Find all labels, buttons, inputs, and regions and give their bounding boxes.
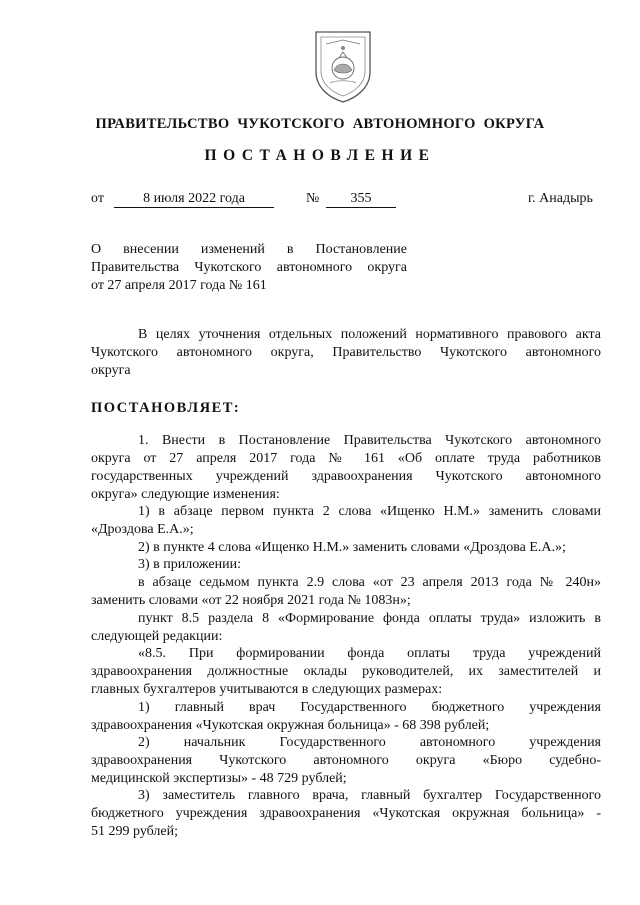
text-line: «8.5. При формировании фонда оплаты труда учреждений — [138, 646, 601, 661]
paragraph-8 — [91, 699, 601, 735]
text-line: здравоохранения «Чукотская окружная больница» - 68 398 рублей; — [91, 718, 490, 733]
text-line: «Дроздова Е.А.»; — [91, 522, 194, 537]
paragraph-2 — [91, 503, 601, 539]
text-line: 2) в пункте 4 слова «Ищенко Н.М.» заменить словами «Дроздова Е.А.»; — [138, 540, 566, 555]
coat-of-arms-icon — [312, 28, 374, 104]
text-line: государственных учреждений здравоохранения Чукотского автономного — [91, 469, 601, 484]
text-line: в абзаце седьмом пункта 2.9 слова «от 23 апреля 2013 года № 240н» — [138, 575, 601, 590]
text-line: заменить словами «от 22 ноября 2021 года № 1083н»; — [91, 593, 411, 608]
document-number: 355 — [326, 191, 396, 208]
text-line: пункт 8.5 раздела 8 «Формирование фонда оплаты труда» изложить в — [138, 611, 601, 626]
document-subject — [91, 241, 407, 295]
text-line: здравоохранения должностные оклады руководителей, их заместителей и — [91, 664, 601, 679]
text-line: 3) в приложении: — [138, 557, 241, 572]
text-line: 2) начальник Государственного автономного учреждения — [138, 735, 601, 750]
city: г. Анадырь — [528, 191, 593, 206]
paragraph-5 — [91, 574, 601, 610]
text-line: 1. Внести в Постановление Правительства Чукотского автономного — [138, 433, 601, 448]
text-line: здравоохранения Чукотского автономного округа «Бюро судебно- — [91, 753, 601, 768]
paragraph-9 — [91, 734, 601, 788]
text-line: В целях уточнения отдельных положений нормативного правового акта — [138, 327, 601, 342]
subject-line: О внесении изменений в Постановление — [91, 242, 407, 257]
paragraph-4 — [91, 556, 601, 574]
paragraph-6 — [91, 610, 601, 646]
paragraph-7 — [91, 645, 601, 699]
text-line: округа — [91, 363, 131, 378]
text-line: медицинской экспертизы» - 48 729 рублей; — [91, 771, 347, 786]
text-line: главных бухгалтеров учитываются в следующих размерах: — [91, 682, 443, 697]
text-line: Чукотского автономного округа, Правительство Чукотского автономного — [91, 345, 601, 360]
text-line: округа от 27 апреля 2017 года № 161 «Об оплате труда работников — [91, 451, 601, 466]
number-label: № — [306, 191, 320, 206]
document-type: ПОСТАНОВЛЕНИЕ — [204, 147, 436, 164]
text-line: бюджетного учреждения здравоохранения «Чукотская окружная больница» - — [91, 806, 601, 821]
document-date: 8 июля 2022 года — [114, 191, 274, 208]
paragraph-10 — [91, 787, 601, 841]
text-line: следующей редакции: — [91, 629, 223, 644]
text-line: 51 299 рублей; — [91, 824, 178, 839]
text-line: 1) в абзаце первом пункта 2 слова «Ищенко Н.М.» заменить словами — [138, 504, 601, 519]
paragraph-1 — [91, 432, 601, 504]
subject-line: Правительства Чукотского автономного округа — [91, 260, 407, 275]
date-prefix: от — [91, 191, 104, 206]
text-line: округа» следующие изменения: — [91, 487, 280, 502]
paragraph-3 — [91, 539, 601, 557]
text-line: 1) главный врач Государственного бюджетного учреждения — [138, 700, 601, 715]
subject-line: от 27 апреля 2017 года № 161 — [91, 278, 267, 293]
government-title: ПРАВИТЕЛЬСТВО ЧУКОТСКОГО АВТОНОМНОГО ОКРУГА — [95, 116, 545, 132]
resolve-heading: ПОСТАНОВЛЯЕТ: — [91, 400, 241, 416]
preamble — [91, 326, 601, 380]
text-line: 3) заместитель главного врача, главный бухгалтер Государственного — [138, 788, 601, 803]
